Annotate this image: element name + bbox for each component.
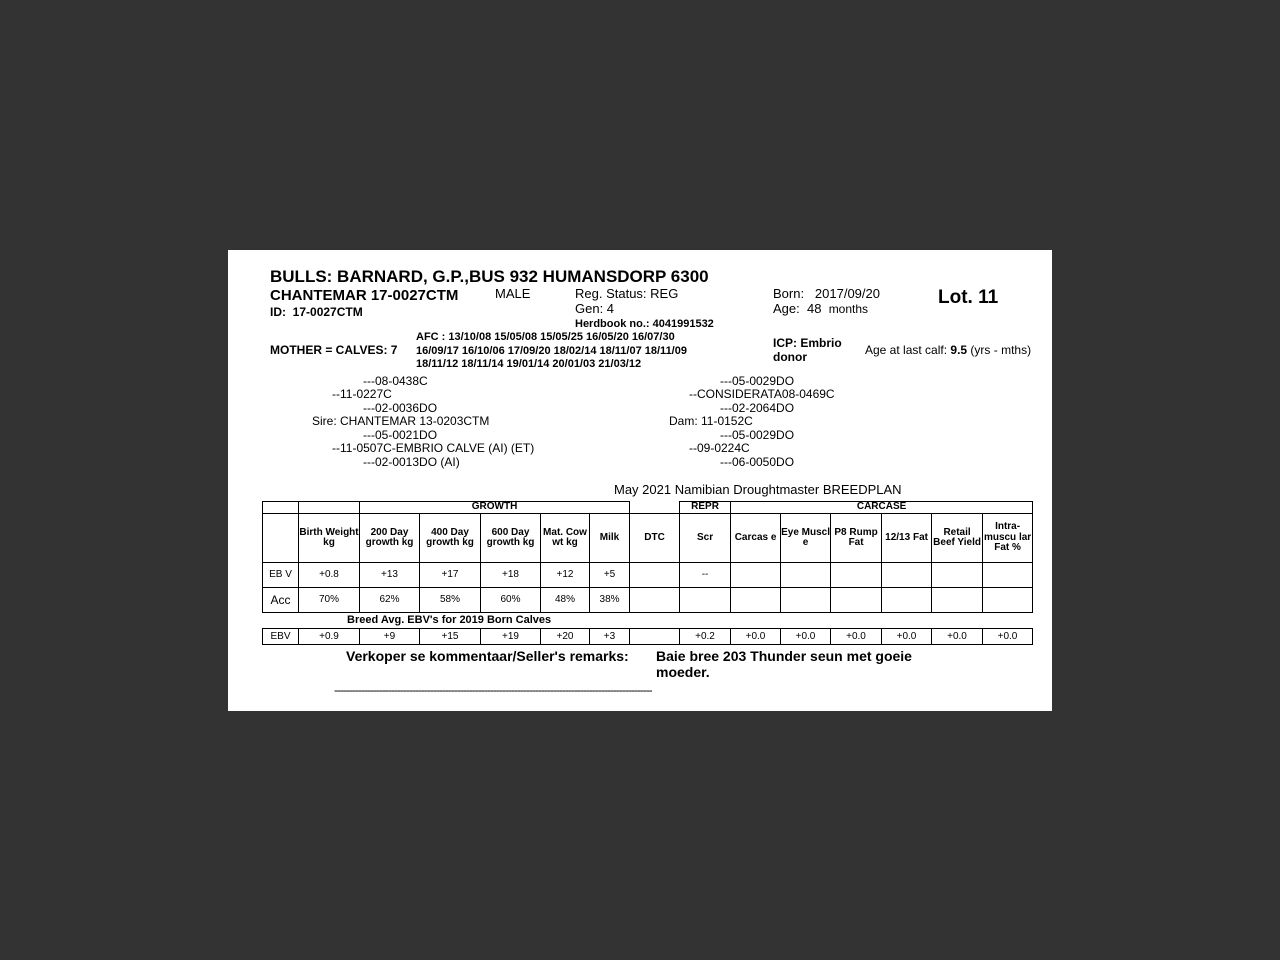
pedigree-sire-d: --11-0507C-EMBRIO CALVE (AI) (ET): [332, 441, 535, 455]
col-milk: Milk: [590, 514, 630, 563]
remarks-label: Verkoper se kommentaar/Seller's remarks:: [346, 648, 629, 664]
id-value: 17-0027CTM: [292, 305, 363, 319]
reg-status: Reg. Status: REG: [575, 286, 679, 301]
generation: Gen: 4: [575, 301, 615, 316]
avg-cell: +0.0: [882, 629, 932, 645]
pedigree-dam-s: --CONSIDERATA08-0469C: [689, 387, 835, 401]
icp-label: ICP: Embrio: [773, 336, 842, 350]
icp-label-2: donor: [773, 350, 807, 364]
born-label: Born:: [773, 286, 805, 301]
acc-cell: [731, 588, 781, 613]
avg-row-label: EBV: [263, 629, 299, 645]
herdbook-value: 4041991532: [652, 318, 714, 330]
pedigree-sire-ss: ---08-0438C: [363, 374, 428, 388]
acc-cell: 70%: [299, 588, 360, 613]
avg-cell: +0.0: [731, 629, 781, 645]
pedigree-dam-sd: ---02-2064DO: [720, 401, 795, 415]
avg-cell: +0.9: [299, 629, 360, 645]
animal-id: [270, 306, 363, 319]
ebv-cell: +0.8: [299, 563, 360, 588]
col-imf: Intra- muscu lar Fat %: [983, 514, 1033, 563]
ebv-cell: --: [680, 563, 731, 588]
avg-cell: +0.0: [932, 629, 983, 645]
lot-number: Lot. 11: [938, 287, 999, 308]
sale-title: BULLS: BARNARD, G.P.,BUS 932 HUMANSDORP 6300: [270, 267, 709, 286]
col-p8-rump-fat: P8 Rump Fat: [831, 514, 882, 563]
ebv-cell: +5: [590, 563, 630, 588]
age-last-calf: [865, 344, 1031, 357]
ebv-row-label: EB V: [263, 563, 299, 588]
pedigree-sire-sd: ---02-0036DO: [363, 401, 438, 415]
remarks-text-2: moeder.: [656, 664, 710, 680]
avg-cell: +20: [541, 629, 590, 645]
avg-cell: +9: [360, 629, 420, 645]
ebv-cell: +18: [481, 563, 541, 588]
born-value: 2017/09/20: [814, 286, 880, 301]
ebv-cell: +17: [420, 563, 481, 588]
pedigree-sire-ds: ---05-0021DO: [363, 428, 438, 442]
avg-cell: +0.0: [781, 629, 831, 645]
breed-avg-table: [262, 628, 1033, 645]
group-growth: GROWTH: [360, 502, 630, 514]
lot-card: [228, 250, 1052, 711]
age-value: 48: [806, 301, 822, 316]
acc-cell: 48%: [541, 588, 590, 613]
group-carcase: CARCASE: [731, 502, 1033, 514]
ebv-cell: +12: [541, 563, 590, 588]
pedigree-dam-d: --09-0224C: [689, 441, 750, 455]
col-birth-weight: Birth Weight kg: [299, 514, 360, 563]
avg-cell: +3: [590, 629, 630, 645]
age-label: Age:: [773, 301, 800, 316]
col-mat-cow-wt: Mat. Cow wt kg: [541, 514, 590, 563]
age-last-calf-unit: (yrs - mths): [970, 343, 1032, 357]
ebv-cell: [983, 563, 1033, 588]
col-400-day: 400 Day growth kg: [420, 514, 481, 563]
col-retail-beef-yield: Retail Beef Yield: [932, 514, 983, 563]
acc-cell: [831, 588, 882, 613]
breedplan-title: May 2021 Namibian Droughtmaster BREEDPLAN: [614, 482, 902, 497]
ebv-table: [262, 501, 1033, 613]
avg-cell: +19: [481, 629, 541, 645]
pedigree-sire-s: --11-0227C: [332, 387, 392, 401]
ebv-cell: [630, 563, 680, 588]
ebv-cell: [831, 563, 882, 588]
age-last-calf-value: 9.5: [950, 343, 968, 357]
herdbook-label: Herdbook no.:: [575, 318, 650, 330]
col-scr: Scr: [680, 514, 731, 563]
col-dtc: DTC: [630, 514, 680, 563]
pedigree-dam-ds: ---05-0029DO: [720, 428, 795, 442]
afc-dates: AFC : 13/10/08 15/05/08 15/05/25 16/05/20 16/07/30: [416, 331, 675, 343]
avg-cell: +0.0: [831, 629, 882, 645]
animal-name: CHANTEMAR 17-0027CTM: [270, 287, 459, 304]
mother-calves: MOTHER = CALVES: 7: [270, 343, 398, 357]
age: [773, 302, 868, 316]
remarks-dash-line: ----------------------------------------------------------------------------------------------------------: [334, 684, 652, 697]
pedigree-dam: Dam: 11-0152C: [669, 414, 753, 428]
herdbook: [575, 318, 714, 330]
acc-cell: [680, 588, 731, 613]
ebv-cell: [781, 563, 831, 588]
pedigree-sire-dd: ---02-0013DO (AI): [363, 455, 460, 469]
avg-cell: +0.0: [983, 629, 1033, 645]
animal-sex: MALE: [495, 286, 531, 301]
avg-cell: +15: [420, 629, 481, 645]
acc-cell: 62%: [360, 588, 420, 613]
group-repr: REPR: [680, 502, 731, 514]
remarks-text-1: Baie bree 203 Thunder seun met goeie: [656, 648, 912, 664]
pedigree-dam-dd: ---06-0050DO: [720, 455, 795, 469]
ebv-cell: [731, 563, 781, 588]
col-carcase: Carcas e: [731, 514, 781, 563]
acc-cell: [983, 588, 1033, 613]
ebv-cell: [882, 563, 932, 588]
col-200-day: 200 Day growth kg: [360, 514, 420, 563]
age-unit: months: [828, 302, 869, 316]
col-600-day: 600 Day growth kg: [481, 514, 541, 563]
breed-avg-title: Breed Avg. EBV's for 2019 Born Calves: [347, 614, 552, 626]
calving-dates-3: 18/11/12 18/11/14 19/01/14 20/01/03 21/03/12: [416, 358, 642, 370]
col-eye-muscle: Eye Muscl e: [781, 514, 831, 563]
acc-cell: [932, 588, 983, 613]
ebv-cell: +13: [360, 563, 420, 588]
calving-dates-2: 16/09/17 16/10/06 17/09/20 18/02/14 18/11/07 18/11/09: [416, 345, 687, 357]
avg-cell: +0.2: [680, 629, 731, 645]
acc-cell: 60%: [481, 588, 541, 613]
acc-cell: 58%: [420, 588, 481, 613]
born: [773, 287, 880, 301]
acc-cell: [882, 588, 932, 613]
avg-cell: [630, 629, 680, 645]
col-12-13-fat: 12/13 Fat: [882, 514, 932, 563]
acc-cell: 38%: [590, 588, 630, 613]
acc-row-label: Acc: [263, 588, 299, 613]
pedigree-sire: Sire: CHANTEMAR 13-0203CTM: [312, 414, 490, 428]
acc-cell: [781, 588, 831, 613]
acc-cell: [630, 588, 680, 613]
id-label: ID:: [270, 305, 286, 319]
ebv-cell: [932, 563, 983, 588]
pedigree-dam-ss: ---05-0029DO: [720, 374, 795, 388]
age-last-calf-label: Age at last calf:: [865, 343, 948, 357]
